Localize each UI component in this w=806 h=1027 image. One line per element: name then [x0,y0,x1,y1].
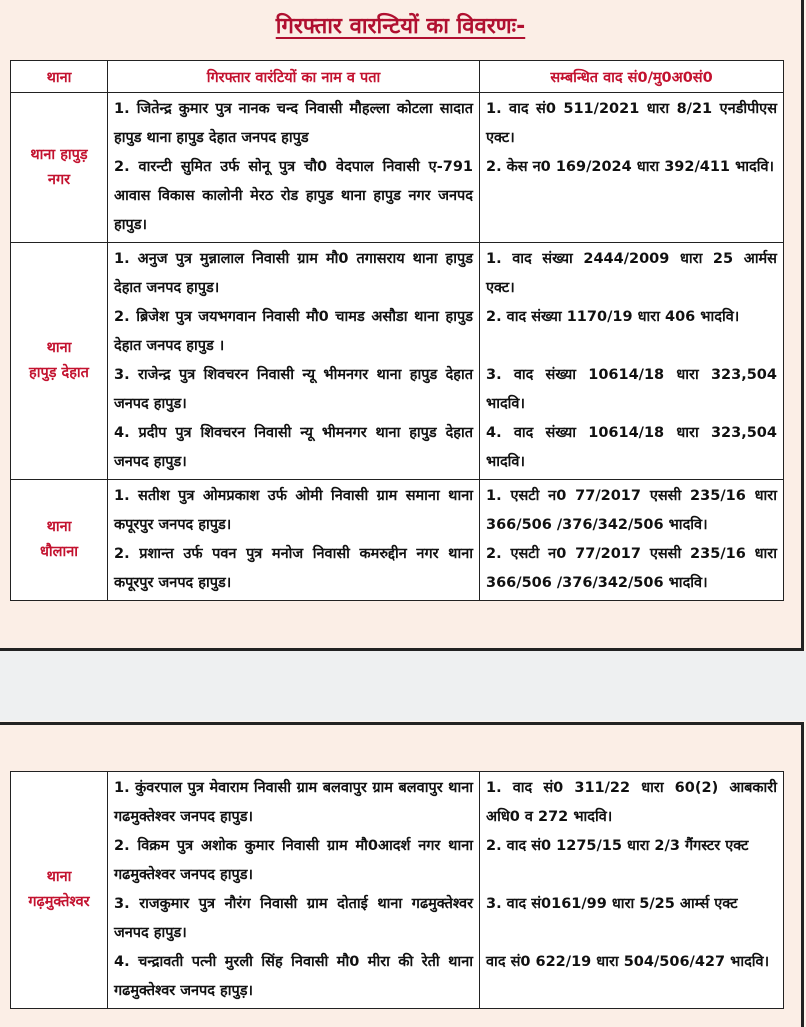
thana-cell [11,772,108,1009]
thana-name-line1: थाना हापुड़ [30,146,88,163]
table-row [11,93,784,243]
case-entry: 2. वाद सं0 1275/15 धारा 2/3 गैंगस्टर एक्ट [486,838,749,854]
warrantee-entry: 2. प्रशान्त उर्फ पवन पुत्र मनोज निवासी कमरुद्दीन नगर थाना कपूरपुर जनपद हापुड। [114,546,473,591]
thana-cell [11,93,108,243]
thana-name-line2: गढ़मुक्तेश्वर [28,894,90,910]
names-cell [108,480,480,601]
case-entry: 3. वाद संख्या 10614/18 धारा 323,504 भादवि। [486,367,777,412]
names-cell [108,772,480,1009]
warrantee-entry: 4. चन्द्रावती पत्नी मुरली सिंह निवासी मौ0 मीरा की रेती थाना गढमुक्तेश्वर जनपद हापुड़। [114,954,473,999]
case-entry: 1. वाद संख्या 2444/2009 धारा 25 आर्मस एक्ट। [486,251,777,296]
heading-text: गिरफ्तार वारन्टियों का विवरणः- [275,14,526,39]
case-entry: 1. एसटी न0 77/2017 एससी 235/16 धारा 366/506 /376/342/506 भादवि। [486,488,777,533]
thana-name-line1: थाना [46,519,72,535]
thana-name-line1: थाना [46,340,72,356]
warrantee-entry: 1. अनुज पुत्र मुन्नालाल निवासी ग्राम मौ0 तगासराय थाना हापुड देहात जनपद हापुड। [114,251,473,296]
warrantee-entry: 3. राजकुमार पुत्र नौरंग निवासी ग्राम दोताई थाना गढमुक्तेश्वर जनपद हापुड। [114,896,473,941]
cases-cell [480,480,784,601]
header-names: गिरफ्तार वारंटियों का नाम व पता [108,61,480,93]
page-gap [0,651,806,721]
thana-cell [11,480,108,601]
header-thana: थाना [11,61,108,93]
cases-cell [480,772,784,1009]
warrantee-entry: 2. विक्रम पुत्र अशोक कुमार निवासी ग्राम मौ0आदर्श नगर थाना गढमुक्तेश्वर जनपद हापुड। [114,838,473,883]
names-cell [108,243,480,480]
warrantee-entry: 3. राजेन्द्र पुत्र शिवचरन निवासी न्यू भीमनगर थाना हापुड देहात जनपद हापुड। [114,367,473,412]
case-entry: 1. वाद सं0 511/2021 धारा 8/21 एनडीपीएस एक्ट। [486,101,777,146]
case-entry: वाद सं0 622/19 धारा 504/506/427 भादवि। [486,954,770,970]
warrantee-entry: 4. प्रदीप पुत्र शिवचरन निवासी न्यू भीमनगर थाना हापुड देहात जनपद हापुड। [114,425,473,470]
case-entry: 2. केस न0 169/2024 धारा 392/411 भादवि। [486,159,775,175]
warrantee-entry: 1. कुंवरपाल पुत्र मेवाराम निवासी ग्राम बलवापुर ग्राम बलवापुर थाना गढमुक्तेश्वर जनपद हापुड। [114,780,473,825]
case-entry: 2. वाद संख्या 1170/19 धारा 406 भादवि। [486,309,740,325]
cases-cell [480,243,784,480]
case-entry: 2. एसटी न0 77/2017 एससी 235/16 धारा 366/506 /376/342/506 भादवि। [486,546,777,591]
table-row [11,243,784,480]
warrantee-entry: 1. जितेन्द्र कुमार पुत्र नानक चन्द निवासी मौहल्ला कोटला सादात हापुड थाना हापुड देहात जनपद हापुड [114,101,473,146]
header-cases: सम्बन्धित वाद सं0/मु0अ0सं0 [480,61,784,93]
table-row [11,480,784,601]
warrantee-entry: 2. वारन्टी सुमित उर्फ सोनू पुत्र चौ0 वेदपाल निवासी ए-791 आवास विकास कालोनी मेरठ रोड हापुड थाना हापुड नगर जनपद हापुड। [114,159,473,233]
thana-name-line2: धौलाना [39,544,79,560]
cases-cell [480,93,784,243]
thana-name-line2: हापुड़ देहात [29,365,89,381]
case-entry: 4. वाद संख्या 10614/18 धारा 323,504 भादवि। [486,425,777,470]
warrant-table-continued [10,771,784,1009]
thana-cell [11,243,108,480]
table-header-row [11,61,784,93]
names-cell [108,93,480,243]
case-entry: 3. वाद सं0161/99 धारा 5/25 आर्म्स एक्ट [486,896,738,912]
document-page-bottom [0,722,804,1027]
heading [0,8,801,42]
case-entry: 1. वाद सं0 311/22 धारा 60(2) आबकारी अधि0 व 272 भादवि। [486,780,777,825]
warrant-table [10,60,784,601]
warrantee-entry: 1. सतीश पुत्र ओमप्रकाश उर्फ ओमी निवासी ग्राम समाना थाना कपूरपुर जनपद हापुड। [114,488,473,533]
thana-name-line2: नगर [47,171,71,188]
warrantee-entry: 2. ब्रिजेश पुत्र जयभगवान निवासी मौ0 चामड असौडा थाना हापुड देहात जनपद हापुड । [114,309,473,354]
thana-name-line1: थाना [46,869,72,885]
table-row [11,772,784,1009]
